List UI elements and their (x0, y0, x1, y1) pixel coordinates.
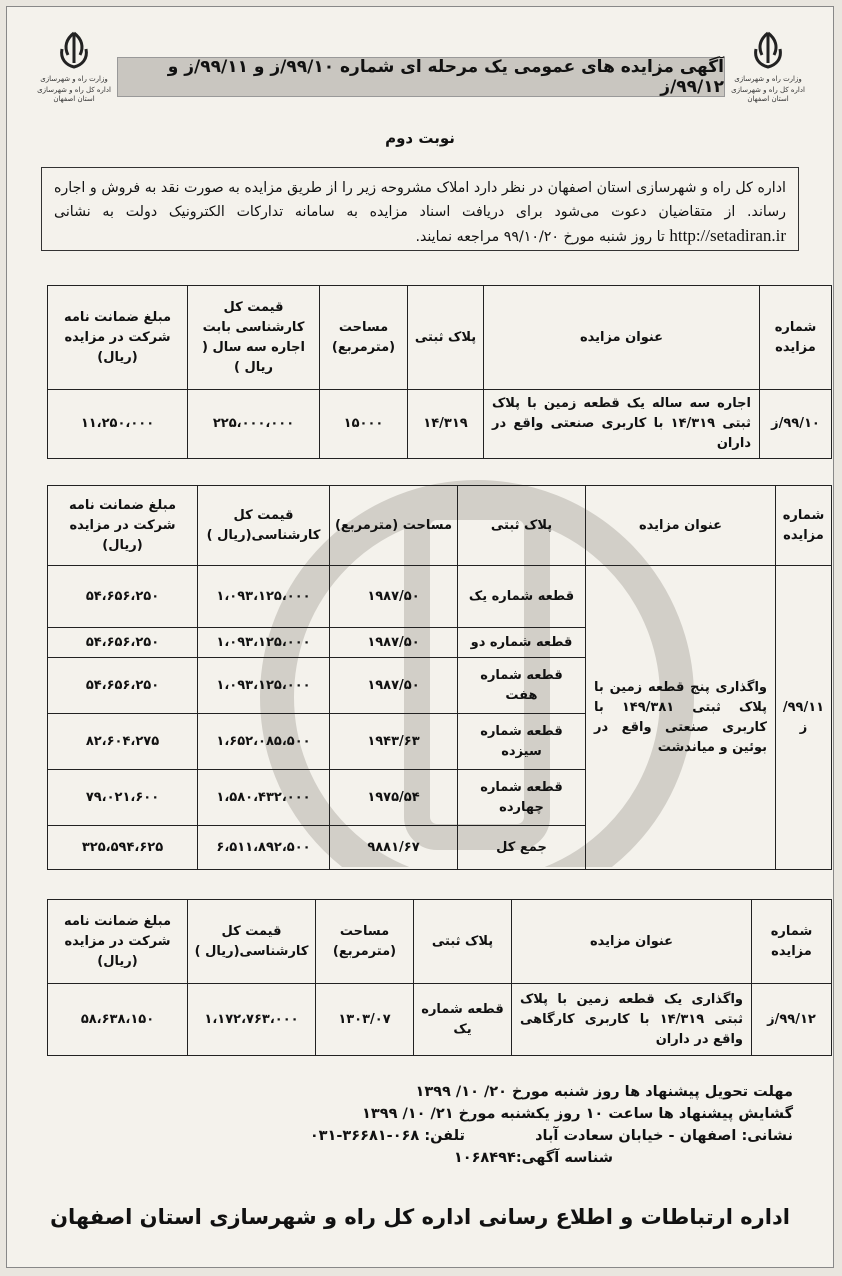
iran-emblem-icon (52, 29, 96, 73)
plate-value: قطعه شماره سیزده (458, 714, 586, 770)
ad-page (6, 6, 834, 1268)
org-name-left: وزارت راه و شهرسازی (40, 75, 108, 83)
header (29, 25, 813, 113)
address-text: نشانی: اصفهان - خیابان سعادت آباد (535, 1128, 793, 1144)
guarantee-value: ۵۴،۶۵۶،۲۵۰ (48, 566, 198, 628)
auction-table-9912 (47, 899, 832, 1056)
org-name-right: وزارت راه و شهرسازی (734, 75, 802, 83)
col-price: قیمت کل کارشناسی(ریال ) (188, 900, 316, 984)
intro-text: اداره کل راه و شهرسازی استان اصفهان در نظر دارد املاک مشروحه زیر را از طریق مزایده به صورت نقد به فروش و اجاره رساند. از متقاضیان دعوت می‌شود برای دریافت اسناد مزایده به سامانه تدارکات الکترونیک دولت به نشانی (54, 180, 786, 220)
intro-box (41, 167, 799, 251)
guarantee-value: ۸۲،۶۰۴،۲۷۵ (48, 714, 198, 770)
round-label: نوبت دوم (385, 129, 455, 147)
col-guarantee: مبلغ ضمانت نامه شرکت در مزایده (ریال) (48, 486, 198, 566)
guarantee-value: ۵۸،۶۳۸،۱۵۰ (48, 984, 188, 1056)
col-subject: عنوان مزایده (512, 900, 752, 984)
col-price: قیمت کل کارشناسی بابت اجاره سه سال ( ریال ) (188, 286, 320, 390)
guarantee-value: ۵۴،۶۵۶،۲۵۰ (48, 628, 198, 658)
plate-value: قطعه شماره دو (458, 628, 586, 658)
col-auction-number: شماره مزایده (776, 486, 832, 566)
col-area: مساحت (مترمربع) (330, 486, 458, 566)
area-value: ۱۹۸۷/۵۰ (330, 566, 458, 628)
plate-value: ۱۴/۳۱۹ (408, 390, 484, 459)
org-sub-right: اداره کل راه و شهرسازی استان اصفهان (731, 86, 805, 103)
price-value: ۱،۱۷۲،۷۶۳،۰۰۰ (188, 984, 316, 1056)
col-subject: عنوان مزایده (586, 486, 776, 566)
emblem-left (29, 29, 119, 109)
col-plate: پلاک ثبتی (408, 286, 484, 390)
total-price: ۶،۵۱۱،۸۹۲،۵۰۰ (198, 826, 330, 870)
opening-text: گشایش پیشنهاد ها ساعت ۱۰ روز یکشنبه مورخ ۲۱/ ۱۰/ ۱۳۹۹ (362, 1106, 793, 1122)
col-plate: پلاک ثبتی (458, 486, 586, 566)
area-value: ۱۹۸۷/۵۰ (330, 628, 458, 658)
price-value: ۱،۶۵۲،۰۸۵،۵۰۰ (198, 714, 330, 770)
iran-emblem-icon (746, 29, 790, 73)
col-guarantee: مبلغ ضمانت نامه شرکت در مزایده (ریال) (48, 900, 188, 984)
col-auction-number: شماره مزایده (752, 900, 832, 984)
footer-info (27, 1081, 793, 1169)
area-value: ۱۳۰۳/۰۷ (316, 984, 414, 1056)
auction-subject: واگذاری پنج قطعه زمین با پلاک ثبتی ۱۴۹/۳۸۱ با کاربری صنعتی واقع در بوئین و میاندشت (586, 566, 776, 870)
area-value: ۱۹۸۷/۵۰ (330, 658, 458, 714)
emblem-right (723, 29, 813, 109)
table-row (48, 984, 832, 1056)
col-area: مساحت (مترمربع) (320, 286, 408, 390)
total-area: ۹۸۸۱/۶۷ (330, 826, 458, 870)
col-guarantee: مبلغ ضمانت نامه شرکت در مزایده (ریال) (48, 286, 188, 390)
auction-table-9911 (47, 485, 832, 870)
col-auction-number: شماره مزایده (760, 286, 832, 390)
guarantee-value: ۵۴،۶۵۶،۲۵۰ (48, 658, 198, 714)
deadline-text: مهلت تحویل پیشنهاد ها روز شنبه مورخ ۲۰/ ۱۰/ ۱۳۹۹ (415, 1084, 793, 1100)
auction-number: ۹۹/۱۰/ز (760, 390, 832, 459)
intro-text-end: تا روز شنبه مورخ ۹۹/۱۰/۲۰ مراجعه نمایند. (415, 229, 665, 245)
ad-title: آگهی مزایده های عمومی یک مرحله ای شماره ۹۹/۱۰/ز و ۹۹/۱۱/ز و ۹۹/۱۲/ز (117, 57, 725, 97)
col-plate: پلاک ثبتی (414, 900, 512, 984)
signoff: اداره ارتباطات و اطلاع رسانی اداره کل راه و شهرسازی استان اصفهان (50, 1205, 790, 1229)
price-value: ۱،۰۹۳،۱۲۵،۰۰۰ (198, 566, 330, 628)
col-subject: عنوان مزایده (484, 286, 760, 390)
col-area: مساحت (مترمربع) (316, 900, 414, 984)
plate-value: قطعه شماره یک (414, 984, 512, 1056)
table-row (48, 390, 832, 459)
guarantee-value: ۷۹،۰۲۱،۶۰۰ (48, 770, 198, 826)
org-sub-left: اداره کل راه و شهرسازی استان اصفهان (37, 86, 111, 103)
price-value: ۱،۵۸۰،۴۳۲،۰۰۰ (198, 770, 330, 826)
table-row (48, 566, 832, 628)
price-value: ۱،۰۹۳،۱۲۵،۰۰۰ (198, 628, 330, 658)
price-value: ۱،۰۹۳،۱۲۵،۰۰۰ (198, 658, 330, 714)
auction-subject: اجاره سه ساله یک قطعه زمین با پلاک ثبتی ۱۴/۳۱۹ با کاربری صنعتی واقع در داران (484, 390, 760, 459)
auction-table-9910 (47, 285, 832, 459)
area-value: ۱۵۰۰۰ (320, 390, 408, 459)
plate-value: قطعه شماره هفت (458, 658, 586, 714)
guarantee-value: ۱۱،۲۵۰،۰۰۰ (48, 390, 188, 459)
auction-number: ۹۹/۱۲/ز (752, 984, 832, 1056)
price-value: ۲۲۵،۰۰۰،۰۰۰ (188, 390, 320, 459)
total-guarantee: ۳۲۵،۵۹۴،۶۲۵ (48, 826, 198, 870)
col-price: قیمت کل کارشناسی(ریال ) (198, 486, 330, 566)
area-value: ۱۹۴۳/۶۳ (330, 714, 458, 770)
ad-id-text: شناسه آگهی:۱۰۶۸۴۹۴ (453, 1150, 613, 1166)
auction-subject: واگذاری یک قطعه زمین با پلاک ثبتی ۱۴/۳۱۹ با کاربری کارگاهی واقع در داران (512, 984, 752, 1056)
address-line (27, 1125, 793, 1147)
plate-value: قطعه شماره یک (458, 566, 586, 628)
setad-url-link[interactable]: http://setadiran.ir (669, 226, 786, 245)
auction-number: ۹۹/۱۱/ز (776, 566, 832, 870)
plate-value: قطعه شماره چهارده (458, 770, 586, 826)
phone-text: تلفن: ۰۶۸-۳۶۶۸۱-۰۳۱ (309, 1128, 465, 1144)
total-label: جمع کل (458, 826, 586, 870)
area-value: ۱۹۷۵/۵۴ (330, 770, 458, 826)
